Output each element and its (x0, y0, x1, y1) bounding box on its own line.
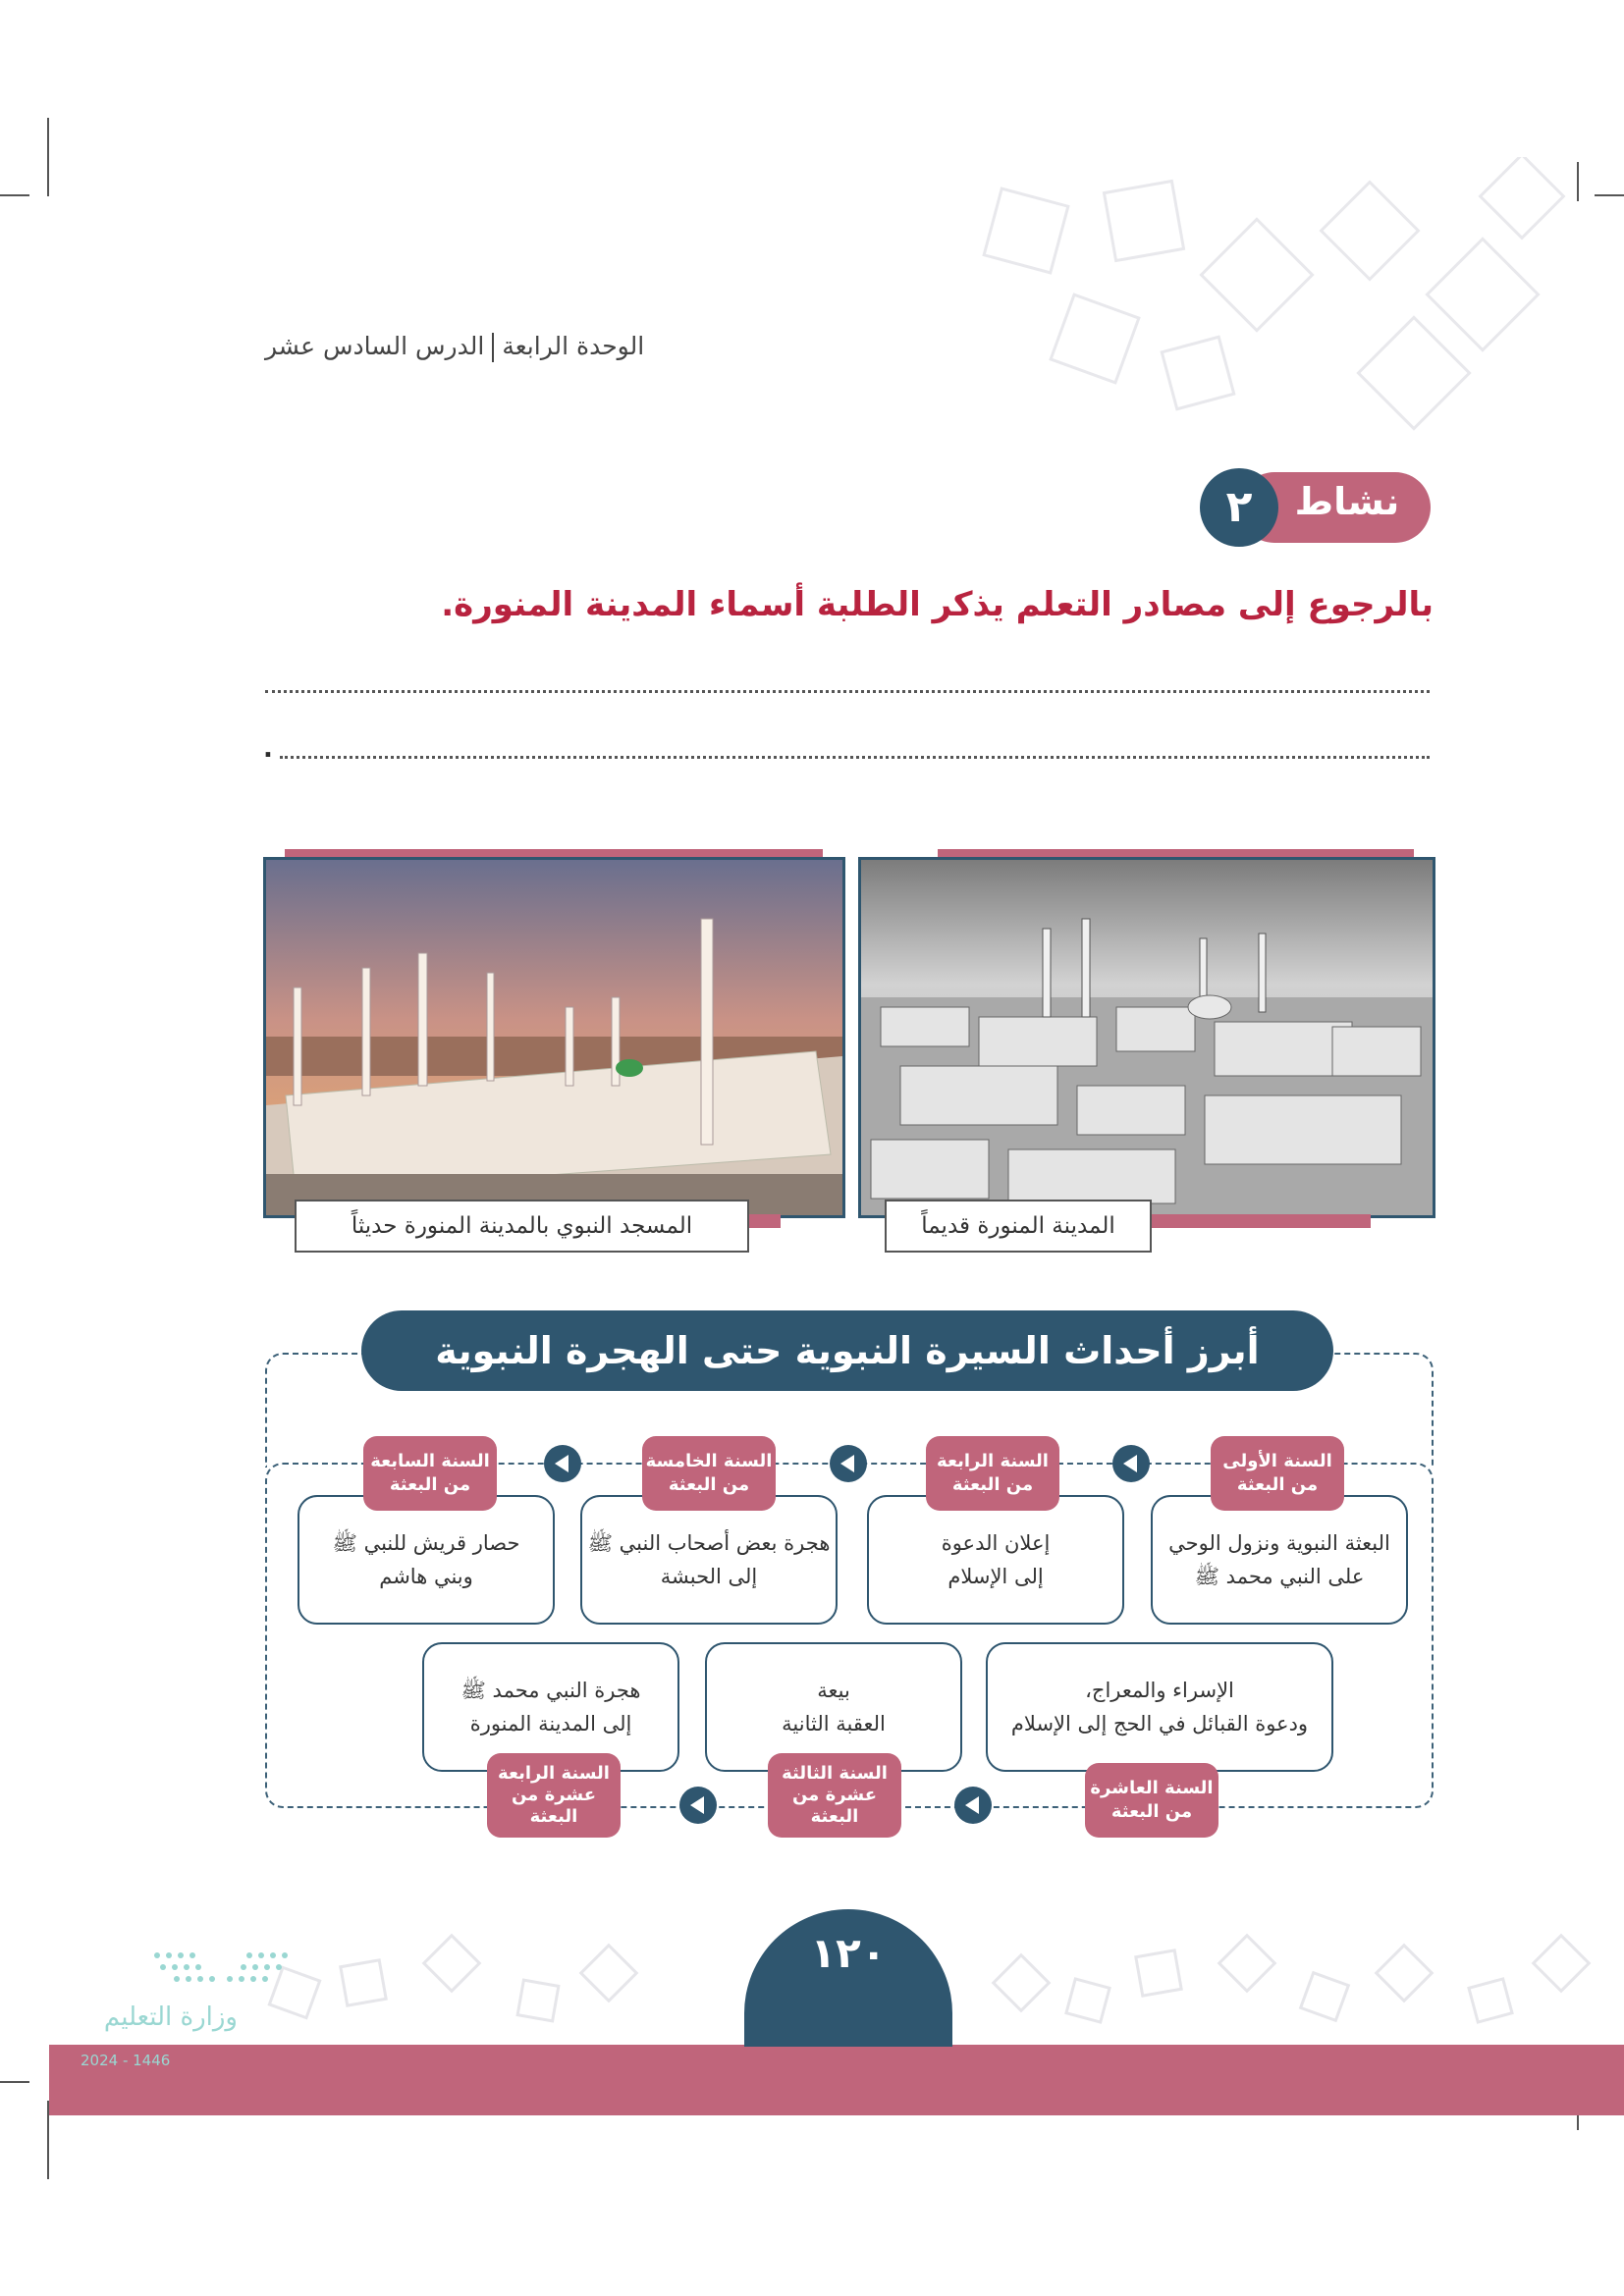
old-madinah-caption: المدينة المنورة قديماً (885, 1200, 1152, 1253)
event-text: إلى الإسلام (947, 1565, 1044, 1588)
event-text: إلى المدينة المنورة (469, 1712, 632, 1735)
event-text: بيعة (817, 1679, 850, 1702)
photo-top-accent (285, 849, 823, 857)
year-tag-4 (363, 1436, 497, 1511)
answer-line-2[interactable] (280, 756, 1430, 759)
event-text: الإسراء والمعراج، (1085, 1679, 1234, 1702)
year-tag-1 (1211, 1436, 1344, 1511)
event-text: حصار قريش للنبي ﷺ (332, 1531, 520, 1555)
unit-lesson-header (265, 332, 677, 362)
year-label: السنة الثالثة (782, 1763, 888, 1784)
year-label: السنة العاشرة (1090, 1778, 1214, 1798)
crop-mark (1595, 194, 1624, 196)
year-label: البعثة (810, 1806, 859, 1827)
year-label: من البعثة (668, 1474, 750, 1495)
activity-label: نشاط (1294, 480, 1400, 523)
event-text: إلى الحبشة (660, 1565, 758, 1588)
crop-mark (47, 118, 49, 196)
ministry-logo-text: وزارة التعليم (103, 2002, 238, 2032)
crop-mark (0, 2081, 29, 2083)
timeline-event-2 (867, 1495, 1124, 1625)
year-tag-6 (768, 1753, 901, 1838)
year-label: السنة الخامسة (645, 1451, 773, 1471)
year-label: من البعثة (951, 1474, 1034, 1495)
year-label: السنة الرابعة (498, 1763, 610, 1784)
year-tag-7 (487, 1753, 621, 1838)
year-label: من البعثة (389, 1474, 471, 1495)
event-text: ودعوة القبائل في الحج إلى الإسلام (1010, 1712, 1309, 1735)
ministry-edition: 2024 - 1446 (81, 2052, 171, 2069)
year-label: البعثة (529, 1806, 578, 1827)
ministry-logo-dots (147, 1946, 295, 1995)
year-label: عشرة من (511, 1785, 597, 1805)
year-label: من البعثة (1110, 1801, 1193, 1822)
timeline-event-3 (580, 1495, 838, 1625)
crop-mark (0, 194, 29, 196)
timeline-event-4 (298, 1495, 555, 1625)
modern-mosque-photo (263, 857, 845, 1218)
year-label: من البعثة (1236, 1474, 1319, 1495)
old-madinah-photo (858, 857, 1435, 1218)
unit-title: الوحدة الرابعة (502, 332, 645, 360)
modern-mosque-caption: المسجد النبوي بالمدينة المنورة حديثاً (295, 1200, 749, 1253)
answer-line-1[interactable] (265, 690, 1430, 693)
timeline-arrow-icon (954, 1787, 992, 1824)
year-label: السنة السابعة (370, 1451, 490, 1471)
timeline-arrow-icon (544, 1445, 581, 1482)
event-text: على النبي محمد ﷺ (1194, 1565, 1365, 1588)
old-madinah-image (861, 860, 1433, 1215)
year-tag-5 (1085, 1763, 1218, 1838)
header-divider (492, 333, 494, 362)
event-text: العقبة الثانية (782, 1712, 886, 1735)
timeline-title: أبرز أحداث السيرة النبوية حتى الهجرة النبوية (361, 1310, 1333, 1391)
modern-mosque-image (266, 860, 842, 1215)
year-tag-3 (642, 1436, 776, 1511)
activity-number: ٢ (1200, 468, 1278, 547)
event-text: إعلان الدعوة (941, 1531, 1051, 1555)
timeline-arrow-icon (830, 1445, 867, 1482)
timeline-arrow-icon (1112, 1445, 1150, 1482)
activity-badge (1200, 468, 1431, 547)
year-label: السنة الأولى (1222, 1451, 1332, 1471)
lesson-title: الدرس السادس عشر (265, 332, 485, 360)
geometric-pattern-decoration (962, 157, 1581, 452)
year-label: السنة الرابعة (937, 1451, 1049, 1471)
event-text: البعثة النبوية ونزول الوحي (1168, 1531, 1390, 1555)
timeline-event-1 (1151, 1495, 1408, 1625)
activity-instruction: بالرجوع إلى مصادر التعلم يذكر الطلبة أسماء المدينة المنورة. (441, 585, 1434, 624)
event-text: هجرة بعض أصحاب النبي ﷺ (587, 1531, 831, 1555)
page-number: ١٢٠ (810, 1929, 887, 1977)
footer-band (49, 2045, 1624, 2115)
year-tag-2 (926, 1436, 1059, 1511)
timeline-arrow-icon (679, 1787, 717, 1824)
event-text: وبني هاشم (379, 1565, 473, 1588)
timeline-event-5 (986, 1642, 1333, 1772)
photo-top-accent (938, 849, 1414, 857)
event-text: هجرة النبي محمد ﷺ (460, 1679, 641, 1702)
year-label: عشرة من (791, 1785, 878, 1805)
answer-line-end-dot: . (263, 734, 273, 764)
